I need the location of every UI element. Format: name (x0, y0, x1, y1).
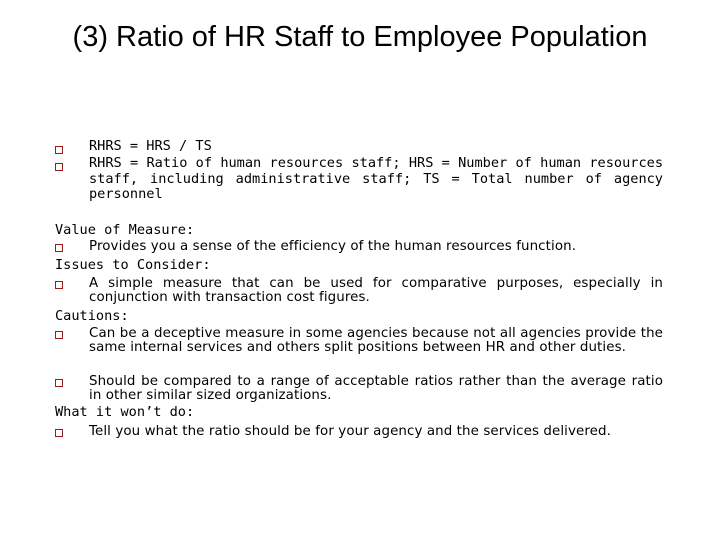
hollow-square-icon (55, 331, 63, 339)
value-item: Provides you a sense of the efficiency of the human resources function. (89, 239, 577, 254)
hollow-square-icon (55, 281, 63, 289)
cautions-item: Should be compared to a range of acceptable ratios rather than the average ratio in other similar sized organizations. (89, 374, 663, 403)
formula-item: RHRS = HRS / TS (89, 138, 212, 154)
section-heading-cautions: Cautions: (55, 308, 129, 324)
definition-item: RHRS = Ratio of human resources staff; HRS = Number of human resources staff, including administrative staff; TS = Total number of agency personnel (89, 155, 663, 202)
section-heading-issues: Issues to Consider: (55, 257, 211, 273)
hollow-square-icon (55, 163, 63, 171)
issues-item: A simple measure that can be used for comparative purposes, especially in conjunction with transaction cost figures. (89, 276, 663, 305)
section-heading-value: Value of Measure: (55, 222, 195, 238)
hollow-square-icon (55, 379, 63, 387)
hollow-square-icon (55, 244, 63, 252)
section-heading-wont-do: What it won’t do: (55, 404, 195, 420)
hollow-square-icon (55, 429, 63, 437)
wont-do-item: Tell you what the ratio should be for your agency and the services delivered. (89, 424, 611, 439)
slide-title: (3) Ratio of HR Staff to Employee Population (72, 21, 648, 53)
hollow-square-icon (55, 146, 63, 154)
cautions-item: Can be a deceptive measure in some agencies because not all agencies provide the same internal services and others split positions between HR and other duties. (89, 326, 663, 355)
